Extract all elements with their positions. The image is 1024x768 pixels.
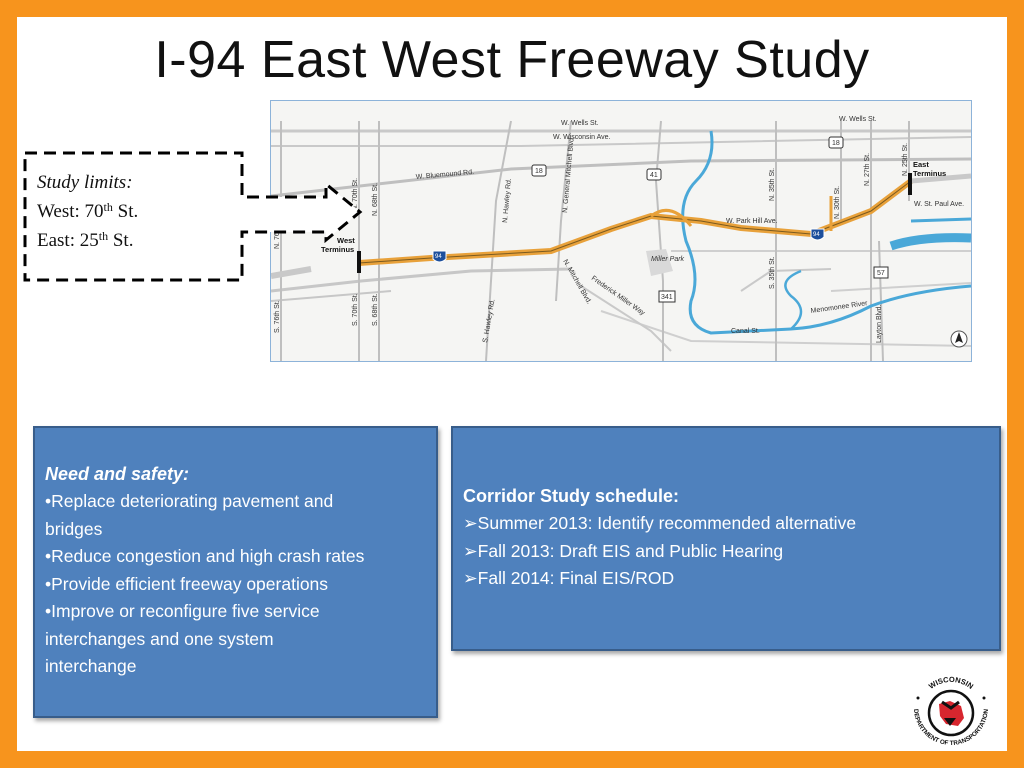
study-limits-text [37,168,138,255]
label-n-mitchell: N. Mitchell Blvd. [561,258,593,306]
label-n25: N. 25th St. [902,142,909,176]
i94-shield-icon [433,251,446,262]
east-limit: East: 25th St. [37,229,134,251]
west-limit: West: 70th St. [37,200,139,222]
need-line: interchanges and one system [45,628,274,649]
svg-text:94: 94 [435,254,442,260]
label-menomonee-river: Menomonee River [810,300,868,315]
label-n-hawley: N. Hawley Rd. [502,178,513,224]
east-terminus-label-2: Terminus [913,169,947,178]
us41-shield-icon [647,169,661,180]
svg-text:41: 41 [650,172,658,179]
svg-text:18: 18 [832,140,840,147]
need-panel-heading: Need and safety: [45,464,190,484]
label-s76: S. 76th St. [274,300,281,333]
need-line: •Provide efficient freeway operations [45,573,329,594]
need-line: bridges [45,518,103,539]
west-terminus-label: West [337,236,355,245]
east-terminus-label: East [913,160,929,169]
label-layton-blvd: Layton Blvd. [876,304,883,343]
study-limits-heading: Study limits: [37,172,133,193]
svg-text:94: 94 [813,232,820,238]
label-n-general-mitchell: N. General Mitchell Blvd. [562,135,576,214]
slide-title: I-94 East West Freeway Study [154,31,870,89]
label-n68: N. 68th St. [372,182,379,216]
svg-text:18: 18 [535,168,543,175]
schedule-item: ➢Summer 2013: Identify recommended alternative [463,513,857,533]
schedule-item: ➢Fall 2013: Draft EIS and Public Hearing [463,540,784,561]
label-wells-st: W. Wells St. [561,120,599,127]
label-miller-park: Miller Park [651,256,685,263]
label-park-hill-ave: W. Park Hill Ave. [726,218,778,225]
svg-text:DEPARTMENT OF TRANSPORTATION: DEPARTMENT OF TRANSPORTATION [911,708,991,748]
schedule-item: ➢Fall 2014: Final EIS/ROD [463,568,675,588]
schedule-panel-heading: Corridor Study schedule: [463,486,680,506]
label-n27: N. 27th St. [864,152,871,186]
i94-shield-icon [811,229,824,240]
us18-shield-icon [532,165,546,176]
need-line: •Reduce congestion and high crash rates [45,546,365,566]
label-frederick-miller-way: Frederick Miller Way [589,274,646,318]
label-n30: N. 30th St. [834,185,841,219]
need-line: •Improve or reconfigure five service [45,601,320,621]
svg-text:341: 341 [661,294,673,301]
label-s-hawley: S. Hawley Rd. [482,298,497,344]
svg-text:WISCONSIN: WISCONSIN [927,674,976,691]
label-wisconsin-ave: W. Wisconsin Ave. [553,134,611,141]
label-canal-st: Canal St. [731,328,760,335]
label-st-paul-ave: W. St. Paul Ave. [914,201,965,208]
label-s68: S. 68th St. [372,293,379,326]
need-line: interchange [45,656,137,676]
wis341-shield-icon [659,291,675,302]
wisdot-logo [906,668,996,758]
us18-shield-icon [829,137,843,148]
wis57-shield-icon [874,267,888,278]
need-line: •Replace deteriorating pavement and [45,491,334,511]
schedule-panel [451,426,1001,651]
label-wells-st-east: W. Wells St. [839,116,877,123]
label-s70: S. 70th St. [352,293,359,326]
need-and-safety-panel [33,426,438,718]
label-s35: S. 35th St. [769,256,776,289]
corridor-map [270,100,972,362]
label-n35: N. 35th St. [769,167,776,201]
svg-text:57: 57 [877,270,885,277]
west-terminus-label-2: Terminus [321,245,355,254]
label-n70: N. 70th St. [352,177,359,211]
label-bluemound-rd: W. Bluemound Rd. [415,168,475,181]
